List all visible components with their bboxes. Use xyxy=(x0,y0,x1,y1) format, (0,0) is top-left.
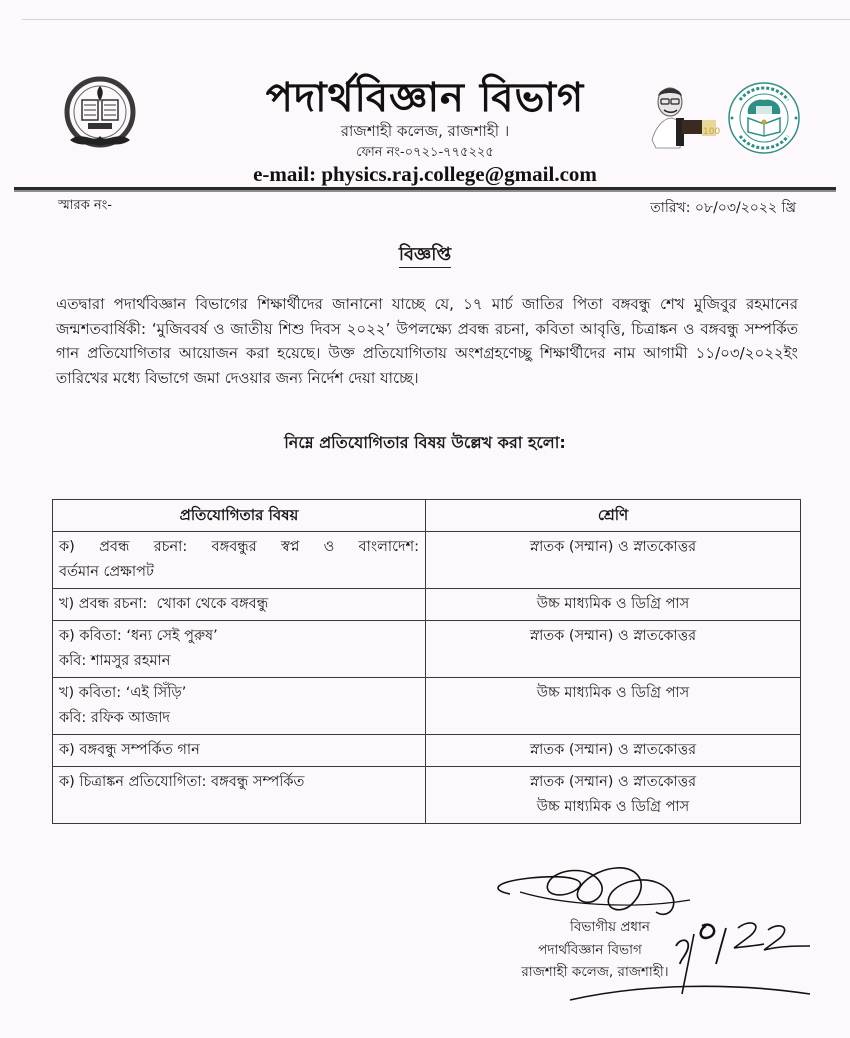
subject-line: ক) কবিতা: ‘ধন্য সেই পুরুষ’ xyxy=(59,628,218,644)
class-line: উচ্চ মাধ্যমিক ও ডিগ্রি পাস xyxy=(536,596,690,612)
subject-line: ক) প্রবন্ধ রচনা: বঙ্গবন্ধুর স্বপ্ন ও বাংলাদেশ: xyxy=(59,539,419,555)
class-line: স্নাতক (সম্মান) ও স্নাতকোত্তর xyxy=(529,742,697,758)
notice-body: এতদ্বারা পদার্থবিজ্ঞান বিভাগের শিক্ষার্থীদের জানানো যাচ্ছে যে, ১৭ মার্চ জাতির পিতা বঙ্গবন্ধু শেখ মুজিবুর রহমানের জন্মশতবার্ষিকী: ‘মুজিববর্ষ ও জাতীয় শিশু দিবস ২০২২’ উপলক্ষ্যে প্রবন্ধ রচনা, কবিতা আবৃত্তি, চিত্রাঙ্কন ও বঙ্গবন্ধু সম্পর্কিত গান প্রতিযোগিতার আয়োজন করা হয়েছে। উক্ত প্রতিযোগিতায় অংশগ্রহণেচ্ছু শিক্ষার্থীদের নাম আগামী ১১/০৩/২০২২ইং তারিখের মধ্যে বিভাগে জমা দেওয়ার জন্য নির্দেশ দেয়া যাচ্ছে। xyxy=(56,295,798,387)
table-row xyxy=(53,678,801,735)
class-line: উচ্চ মাধ্যমিক ও ডিগ্রি পাস xyxy=(536,685,690,701)
subject-cell xyxy=(53,735,426,767)
class-line: স্নাতক (সম্মান) ও স্নাতকোত্তর xyxy=(529,628,697,644)
subject-line: ক) বঙ্গবন্ধু সম্পর্কিত গান xyxy=(59,742,200,758)
class-line: উচ্চ মাধ্যমিক ও ডিগ্রি পাস xyxy=(536,799,690,815)
class-cell xyxy=(426,767,801,824)
subject-line: বর্তমান প্রেক্ষাপট xyxy=(59,564,154,580)
college-address: রাজশাহী কলেজ, রাজশাহী । xyxy=(340,122,510,140)
notice-title xyxy=(0,240,850,271)
table-row xyxy=(53,532,801,589)
subject-line: কবি: শামসুর রহমান xyxy=(59,653,171,669)
email-address[interactable]: e-mail: physics.raj.college@gmail.com xyxy=(253,162,597,186)
subject-cell xyxy=(53,678,426,735)
class-cell xyxy=(426,678,801,735)
contest-table xyxy=(52,499,801,824)
mujib-100-logo-icon xyxy=(646,82,721,156)
table-row xyxy=(53,621,801,678)
scan-edge-line xyxy=(22,19,850,20)
subject-cell xyxy=(53,621,426,678)
subject-cell xyxy=(53,532,426,589)
subject-line: খ) কবিতা: ‘এই সিঁড়ি’ xyxy=(59,685,187,701)
notice-title-text: বিজ্ঞপ্তি xyxy=(399,244,451,268)
header-divider xyxy=(14,187,836,192)
memo-number: স্মারক নং- xyxy=(58,198,112,213)
education-emblem-icon xyxy=(726,78,802,158)
class-line: স্নাতক (সম্মান) ও স্নাতকোত্তর xyxy=(529,539,697,555)
header-class: শ্রেণি xyxy=(426,500,801,532)
subject-cell xyxy=(53,767,426,824)
class-line: স্নাতক (সম্মান) ও স্নাতকোত্তর xyxy=(529,774,697,790)
subject-line: ক) চিত্রাঙ্কন প্রতিযোগিতা: বঙ্গবন্ধু সম্পর্কিত xyxy=(59,774,305,790)
contest-subheading: নিম্নে প্রতিযোগিতার বিষয় উল্লেখ করা হলো: xyxy=(284,433,566,452)
subject-cell xyxy=(53,589,426,621)
subject-line: কবি: রফিক আজাদ xyxy=(59,710,171,726)
table-row xyxy=(53,589,801,621)
signatory-department: পদার্থবিজ্ঞান বিভাগ xyxy=(538,942,642,958)
phone-number: ফোন নং-০৭২১-৭৭৫২২৫ xyxy=(356,145,494,160)
signatory-college: রাজশাহী কলেজ, রাজশাহী। xyxy=(521,964,669,980)
table-header-row xyxy=(53,500,801,532)
table-row xyxy=(53,735,801,767)
class-cell xyxy=(426,532,801,589)
svg-text:100: 100 xyxy=(703,127,721,137)
department-title: পদার্থবিজ্ঞান বিভাগ xyxy=(265,75,585,121)
issue-date: তারিখ: ০৮/০৩/২০২২ খ্রি xyxy=(650,200,796,216)
class-cell xyxy=(426,589,801,621)
table-row xyxy=(53,767,801,824)
signatory-title: বিভাগীয় প্রধান xyxy=(570,919,650,935)
subject-line: খ) প্রবন্ধ রচনা: খোকা থেকে বঙ্গবন্ধু xyxy=(59,596,269,612)
class-cell xyxy=(426,735,801,767)
class-cell xyxy=(426,621,801,678)
header-subject: প্রতিযোগিতার বিষয় xyxy=(53,500,426,532)
